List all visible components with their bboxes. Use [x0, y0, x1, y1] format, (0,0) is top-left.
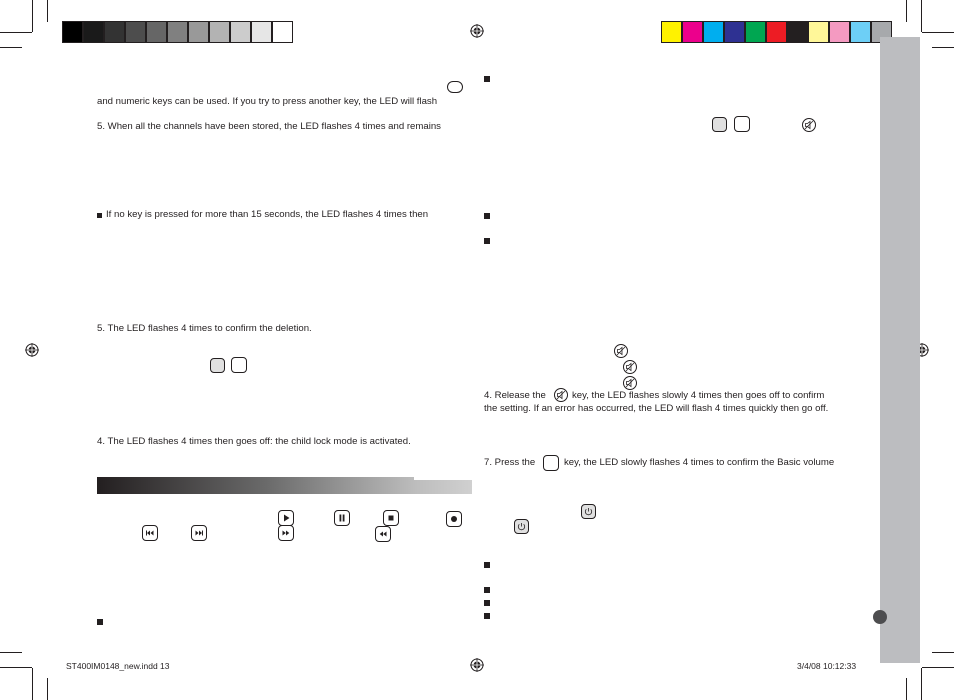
- color-swatch: [188, 21, 209, 43]
- color-swatch: [703, 21, 724, 43]
- color-swatch: [745, 21, 766, 43]
- crop-mark: [32, 668, 33, 700]
- color-swatch: [272, 21, 293, 43]
- section-heading-bar-cutout: [414, 477, 472, 480]
- color-swatch: [661, 21, 682, 43]
- bullet-square: [484, 213, 490, 219]
- bullet-square: [97, 213, 102, 218]
- stop-icon: [383, 510, 399, 526]
- key-icon: [712, 117, 727, 132]
- key-icon: [543, 455, 559, 471]
- registration-mark-icon: [470, 24, 484, 38]
- crop-mark: [47, 678, 48, 700]
- key-icon: [210, 358, 225, 373]
- color-swatch: [230, 21, 251, 43]
- bullet-square: [97, 619, 103, 625]
- color-swatch: [850, 21, 871, 43]
- color-swatch: [724, 21, 745, 43]
- paragraph-line: key, the LED slowly flashes 4 times to confirm the Basic volume: [564, 457, 835, 468]
- oval-key-icon: [447, 81, 463, 93]
- color-swatch: [787, 21, 808, 43]
- power-icon: [514, 519, 529, 534]
- bullet-square: [484, 613, 490, 619]
- crop-mark: [0, 32, 32, 33]
- crop-mark: [922, 667, 954, 668]
- crop-mark: [47, 0, 48, 22]
- color-swatch: [167, 21, 188, 43]
- paragraph-line: 5. When all the channels have been stored, the LED flashes 4 times and remains: [97, 121, 441, 132]
- mute-speaker-icon: [554, 388, 568, 402]
- pause-icon: [334, 510, 350, 526]
- bullet-square: [484, 76, 490, 82]
- bullet-square: [484, 587, 490, 593]
- mute-speaker-icon: [623, 376, 637, 390]
- crop-mark: [932, 47, 954, 48]
- paragraph-line: 5. The LED flashes 4 times to confirm the deletion.: [97, 323, 312, 334]
- mute-speaker-icon: [614, 344, 628, 358]
- crop-mark: [0, 47, 22, 48]
- paragraph-line: and numeric keys can be used. If you try to press another key, the LED will flash: [97, 96, 438, 107]
- registration-mark-icon: [25, 343, 39, 357]
- page-indicator-dot: [873, 610, 887, 624]
- key-icon: [231, 357, 247, 373]
- crop-mark: [921, 0, 922, 32]
- key-icon: [734, 116, 750, 132]
- crop-mark: [932, 652, 954, 653]
- mute-speaker-icon: [623, 360, 637, 374]
- mute-speaker-icon: [802, 118, 816, 132]
- bullet-square: [484, 238, 490, 244]
- fast-forward-icon: [278, 525, 294, 541]
- record-icon: [446, 511, 462, 527]
- color-swatch: [125, 21, 146, 43]
- paragraph-line: 4. Release the: [484, 390, 546, 401]
- crop-mark: [0, 667, 32, 668]
- rewind-icon: [375, 526, 391, 542]
- color-swatch: [808, 21, 829, 43]
- paragraph-line: 7. Press the: [484, 457, 536, 468]
- color-swatch: [251, 21, 272, 43]
- color-swatch: [829, 21, 850, 43]
- paragraph-line: 4. The LED flashes 4 times then goes off: the child lock mode is activated.: [97, 436, 411, 447]
- bullet-square: [484, 562, 490, 568]
- paragraph-line: If no key is pressed for more than 15 seconds, the LED flashes 4 times then: [106, 209, 429, 220]
- crop-mark: [0, 652, 22, 653]
- skip-back-icon: [142, 525, 158, 541]
- registration-mark-icon: [470, 658, 484, 672]
- play-icon: [278, 510, 294, 526]
- skip-forward-icon: [191, 525, 207, 541]
- footer-file-name: ST400IM0148_new.indd 13: [66, 661, 170, 671]
- power-icon: [581, 504, 596, 519]
- color-swatch: [682, 21, 703, 43]
- color-swatch: [209, 21, 230, 43]
- crop-mark: [32, 0, 33, 32]
- footer-date-time: 3/4/08 10:12:33: [797, 661, 857, 671]
- crop-mark: [922, 32, 954, 33]
- color-swatch: [104, 21, 125, 43]
- bullet-square: [484, 600, 490, 606]
- crop-mark: [906, 678, 907, 700]
- color-swatch: [83, 21, 104, 43]
- color-swatch: [766, 21, 787, 43]
- page-side-tab: [880, 37, 920, 663]
- paragraph-line: the setting. If an error has occurred, the LED will flash 4 times quickly then go off.: [484, 403, 829, 414]
- color-swatch: [62, 21, 83, 43]
- crop-mark: [921, 668, 922, 700]
- paragraph-line: key, the LED flashes slowly 4 times then goes off to confirm: [572, 390, 825, 401]
- crop-mark: [906, 0, 907, 22]
- color-swatch: [146, 21, 167, 43]
